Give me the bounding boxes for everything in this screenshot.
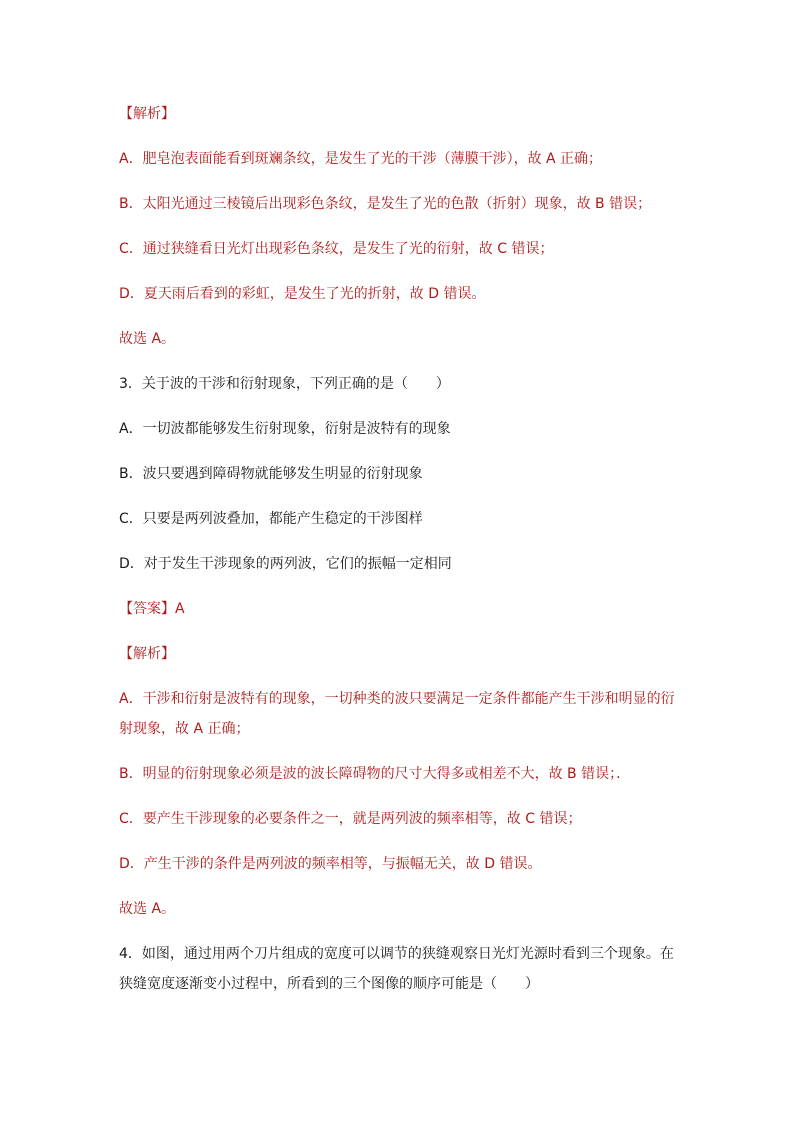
answer-label: 【答案】 — [119, 601, 175, 617]
question-3-stem: 3．关于波的干涉和衍射现象，下列正确的是（ ） — [119, 376, 450, 392]
question-4-stem-line2: 狭缝宽度逐渐变小过程中，所看到的三个图像的顺序可能是（ ） — [119, 976, 539, 992]
answer-line — [119, 599, 185, 619]
question-3-option-a: A．一切波都能够发生衍射现象，衍射是波特有的现象 — [119, 421, 451, 437]
analysis-heading-1: 【解析】 — [119, 106, 175, 122]
q3-analysis-a-line1: A．干涉和衍射是波特有的现象，一切种类的波只要满足一定条件都能产生干涉和明显的衍 — [119, 691, 675, 707]
q3-analysis-c: C．要产生干涉现象的必要条件之一，就是两列波的频率相等，故 C 错误； — [119, 811, 582, 827]
analysis-option-c: C．通过狭缝看日光灯出现彩色条纹，是发生了光的衍射，故 C 错误； — [119, 241, 554, 257]
analysis-conclusion-2: 故选 A。 — [119, 901, 176, 917]
analysis-conclusion-1: 故选 A。 — [119, 331, 176, 347]
analysis-option-b: B．太阳光通过三棱镜后出现彩色条纹，是发生了光的色散（折射）现象，故 B 错误； — [119, 196, 652, 212]
q3-analysis-b: B．明显的衍射现象必须是波的波长障碍物的尺寸大得多或相差不大，故 B 错误；． — [119, 766, 631, 782]
question-3-option-c: C．只要是两列波叠加，都能产生稳定的干涉图样 — [119, 511, 423, 527]
analysis-heading-2: 【解析】 — [119, 646, 175, 662]
q3-analysis-d: D．产生干涉的条件是两列波的频率相等，与振幅无关，故 D 错误。 — [119, 856, 542, 872]
analysis-option-a: A．肥皂泡表面能看到斑斓条纹，是发生了光的干涉（薄膜干涉），故 A 正确； — [119, 151, 603, 167]
question-3-option-d: D．对于发生干涉现象的两列波，它们的振幅一定相同 — [119, 556, 452, 572]
q3-analysis-a-line2: 射现象，故 A 正确； — [119, 721, 250, 737]
answer-value: A — [175, 601, 185, 617]
question-3-option-b: B．波只要遇到障碍物就能够发生明显的衍射现象 — [119, 466, 423, 482]
analysis-option-d: D．夏天雨后看到的彩虹，是发生了光的折射，故 D 错误。 — [119, 286, 486, 302]
question-4-stem-line1: 4．如图，通过用两个刀片组成的宽度可以调节的狭缝观察日光灯光源时看到三个现象。在 — [119, 946, 674, 962]
